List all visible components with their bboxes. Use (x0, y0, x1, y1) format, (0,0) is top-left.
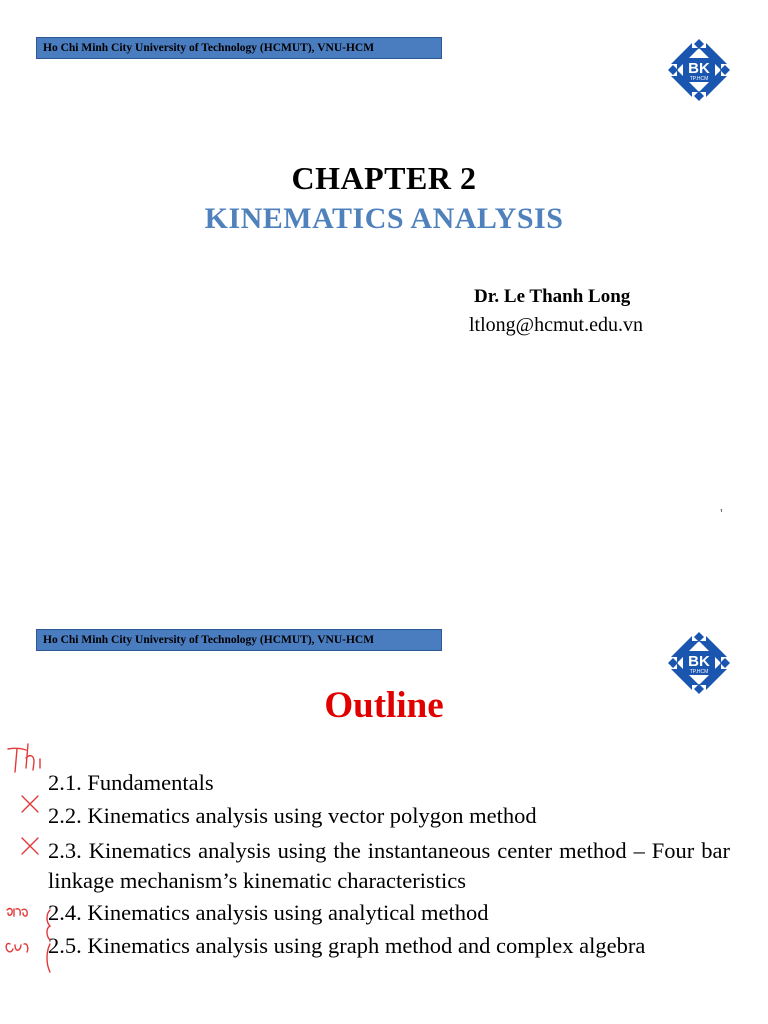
svg-text:TP.HCM: TP.HCM (689, 669, 709, 675)
outline-item: 2.3. Kinematics analysis using the instantaneous center method – Four bar linkage mechanism’s kinematic characteristics (48, 838, 730, 893)
university-header-banner: Ho Chi Minh City University of Technology (HCMUT), VNU-HCM (36, 629, 442, 651)
author-name: Dr. Le Thanh Long (474, 286, 631, 307)
bk-logo (662, 34, 736, 106)
outline-title: Outline (324, 685, 444, 726)
outline-slide (0, 512, 768, 1024)
handwritten-annotations (0, 512, 60, 1024)
svg-text:BK: BK (688, 653, 710, 670)
outline-list (48, 766, 730, 962)
bk-logo-icon (662, 34, 736, 106)
outline-item: 2.4. Kinematics analysis using analytical method (48, 900, 489, 925)
outline-item: 2.1. Fundamentals (48, 770, 214, 795)
university-header-banner: Ho Chi Minh City University of Technology (HCMUT), VNU-HCM (36, 37, 442, 59)
outline-item: 2.5. Kinematics analysis using graph method and complex algebra (48, 933, 646, 958)
svg-text:BK: BK (688, 60, 710, 77)
chapter-title: CHAPTER 2 (291, 160, 477, 196)
outline-item: 2.2. Kinematics analysis using vector polygon method (48, 803, 537, 828)
author-email: ltlong@hcmut.edu.vn (469, 314, 643, 336)
svg-text:TP.HCM: TP.HCM (689, 76, 709, 82)
chapter-subtitle: KINEMATICS ANALYSIS (204, 202, 564, 235)
